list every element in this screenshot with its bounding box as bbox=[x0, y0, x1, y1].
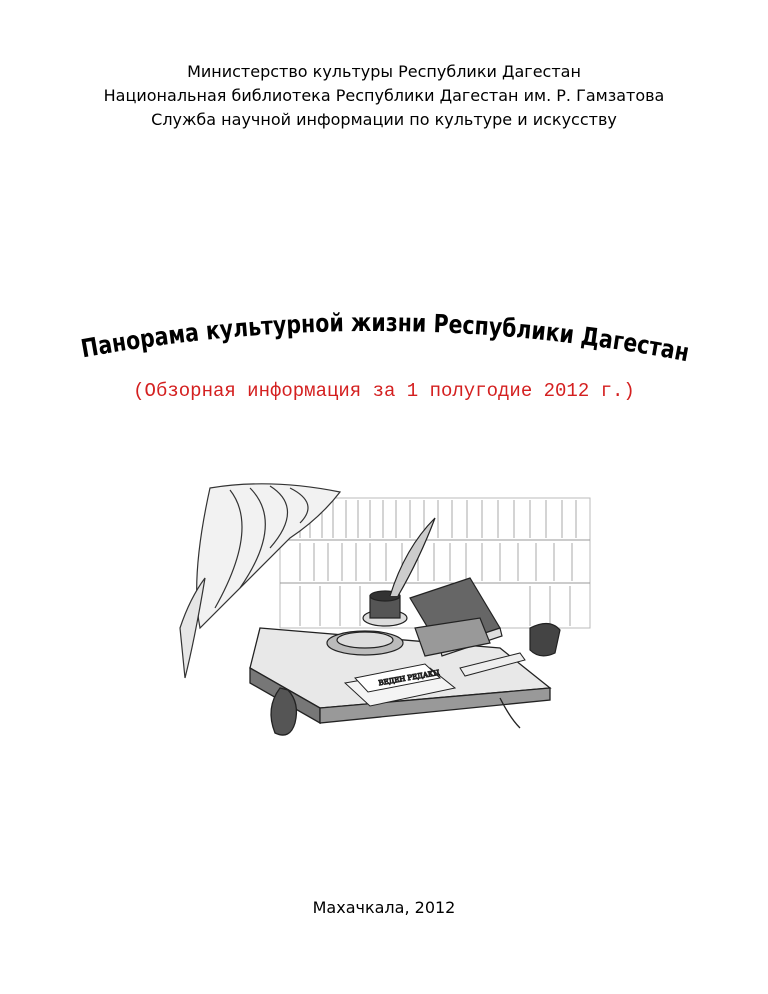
ministry-line: Министерство культуры Республики Дагестан bbox=[187, 62, 581, 81]
title-block bbox=[0, 300, 768, 380]
library-line: Национальная библиотека Республики Дагестан им. Р. Гамзатова bbox=[103, 86, 665, 105]
book-stack bbox=[410, 578, 560, 656]
page-title bbox=[78, 307, 695, 368]
library-desk-illustration bbox=[170, 478, 600, 740]
subtitle: (Обзорная информация за 1 полугодие 2012 г.) bbox=[133, 380, 635, 402]
book-spine-text: ВЕДЕН РЕДАКЦ bbox=[377, 668, 441, 688]
service-line: Служба научной информации по культуре и искусству bbox=[151, 110, 617, 129]
place-year: Махачкала, 2012 bbox=[312, 898, 456, 917]
header-block bbox=[0, 60, 768, 132]
dish-icon bbox=[327, 631, 403, 655]
title-arc bbox=[0, 300, 768, 380]
page-title-text: Панорама культурной жизни Республики Дагестан bbox=[78, 307, 695, 368]
